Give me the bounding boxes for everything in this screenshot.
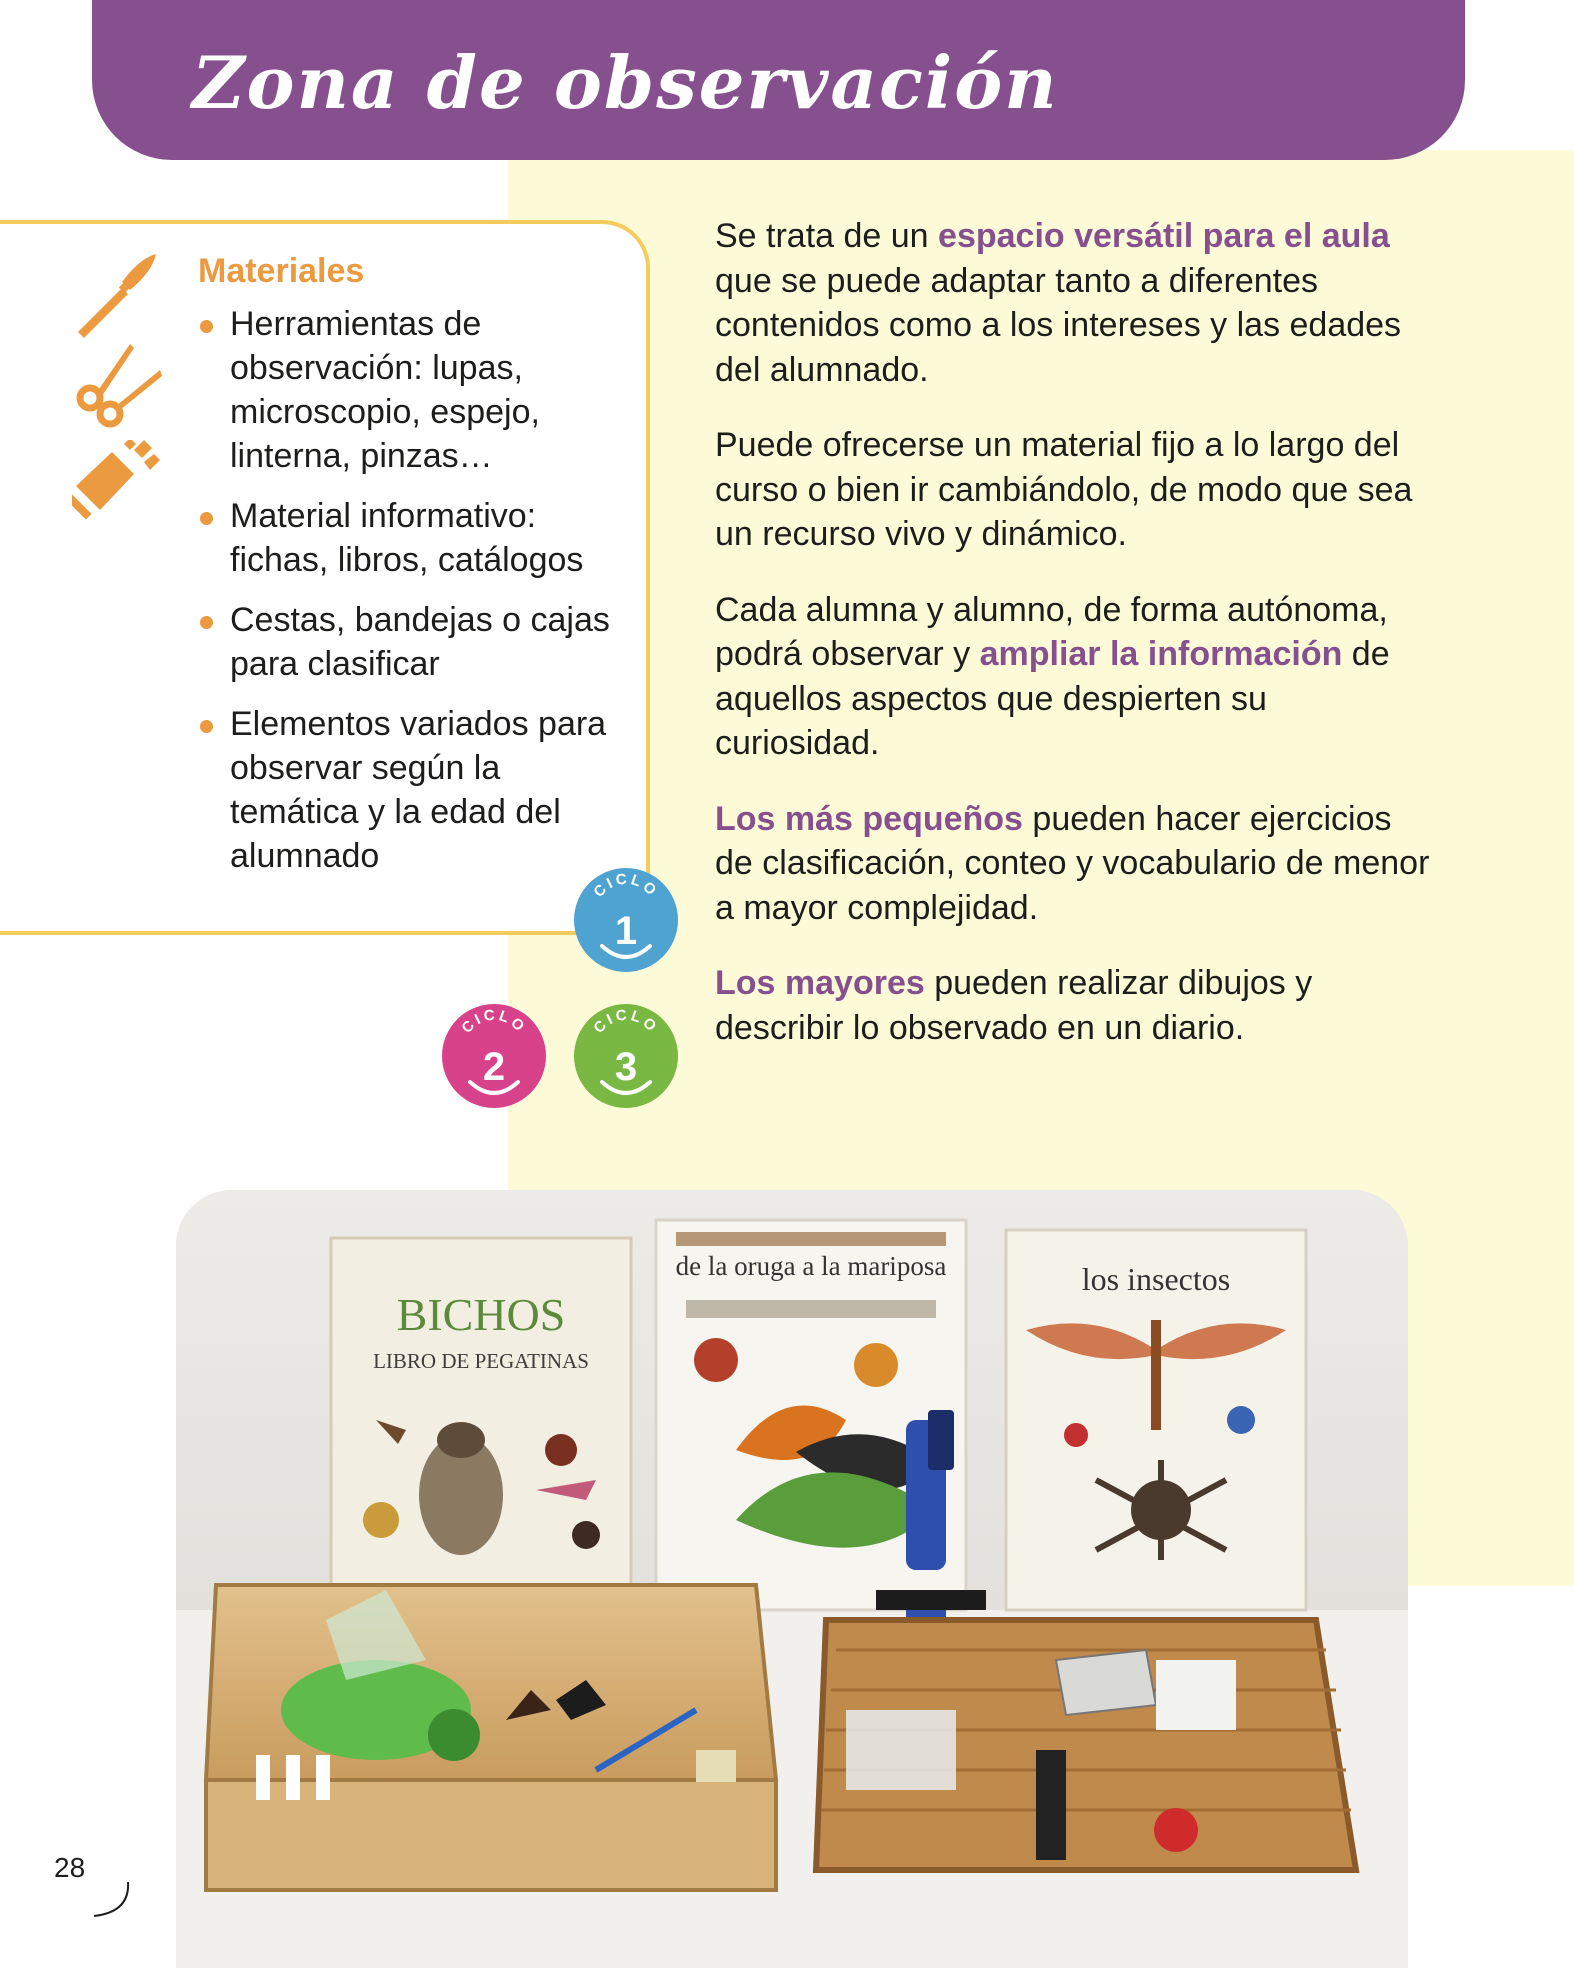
page-number: 28 (54, 1852, 86, 1883)
highlight-text: ampliar la información (979, 635, 1343, 673)
book-title: BICHOS (396, 1289, 566, 1340)
highlight-text: Los más pequeños (715, 799, 1023, 838)
list-item: Material informativo: fichas, libros, catálogos (198, 494, 618, 582)
paragraph-intro: Se trata de un espacio versátil para el aula que se puede adaptar tanto a diferentes contenidos como a los intereses y las edades del alumnado. (715, 217, 1402, 389)
page-header (92, 0, 1465, 160)
cycle-label: CICLO (458, 1006, 530, 1037)
page-title: Zona de observación (192, 40, 1059, 125)
paint-tube-icon (72, 440, 162, 520)
cycle-3-badge (574, 1004, 678, 1108)
book-title: de la oruga a la mariposa (675, 1251, 947, 1281)
book-insectos (1006, 1230, 1306, 1610)
cycle-number: 3 (614, 1045, 638, 1089)
materials-heading: Materiales (198, 252, 365, 290)
paragraph-material: Puede ofrecerse un material fijo a lo largo del curso o bien ir cambiándolo, de modo que sea un recurso vivo y dinámico. (715, 426, 1413, 553)
cycle-number: 2 (482, 1045, 506, 1089)
highlight-text: espacio versátil para el aula (938, 217, 1390, 255)
cycle-number: 1 (614, 909, 638, 953)
list-item: Cestas, bandejas o cajas para clasificar (198, 598, 618, 686)
cycle-2-badge (442, 1004, 546, 1108)
wicker-basket (816, 1620, 1356, 1870)
paintbrush-icon (70, 250, 160, 340)
paragraph-autonomy: Cada alumna y alumno, de forma autónoma, podrá observar y ampliar la información de aquellos aspectos que despierten su curiosidad. (715, 590, 1390, 762)
page-corner-curve (92, 1880, 132, 1920)
book-subtitle: LIBRO DE PEGATINAS (373, 1349, 589, 1373)
paragraph-older: Los mayores pueden realizar dibujos y describir lo observado en un diario. (715, 964, 1313, 1047)
book-bichos (331, 1238, 631, 1610)
highlight-text: Los mayores (715, 964, 925, 1002)
cycle-label: CICLO (590, 1006, 662, 1037)
book-title: los insectos (1081, 1261, 1231, 1297)
list-item: Elementos variados para observar según la temática y la edad del alumnado (198, 702, 618, 878)
list-item: Herramientas de observación: lupas, microscopio, espejo, linterna, pinzas… (198, 302, 618, 478)
paragraph-younger: Los más pequeños pueden hacer ejercicios de clasificación, conteo y vocabulario de menor a mayor complejidad. (715, 799, 1430, 927)
scissors-icon (72, 340, 162, 430)
body-text (715, 214, 1435, 1081)
wooden-tray (206, 1585, 776, 1890)
cycle-label: CICLO (590, 870, 662, 901)
cycle-1-badge (574, 868, 678, 972)
materials-list (198, 302, 618, 894)
observation-zone-photo (176, 1190, 1408, 1968)
